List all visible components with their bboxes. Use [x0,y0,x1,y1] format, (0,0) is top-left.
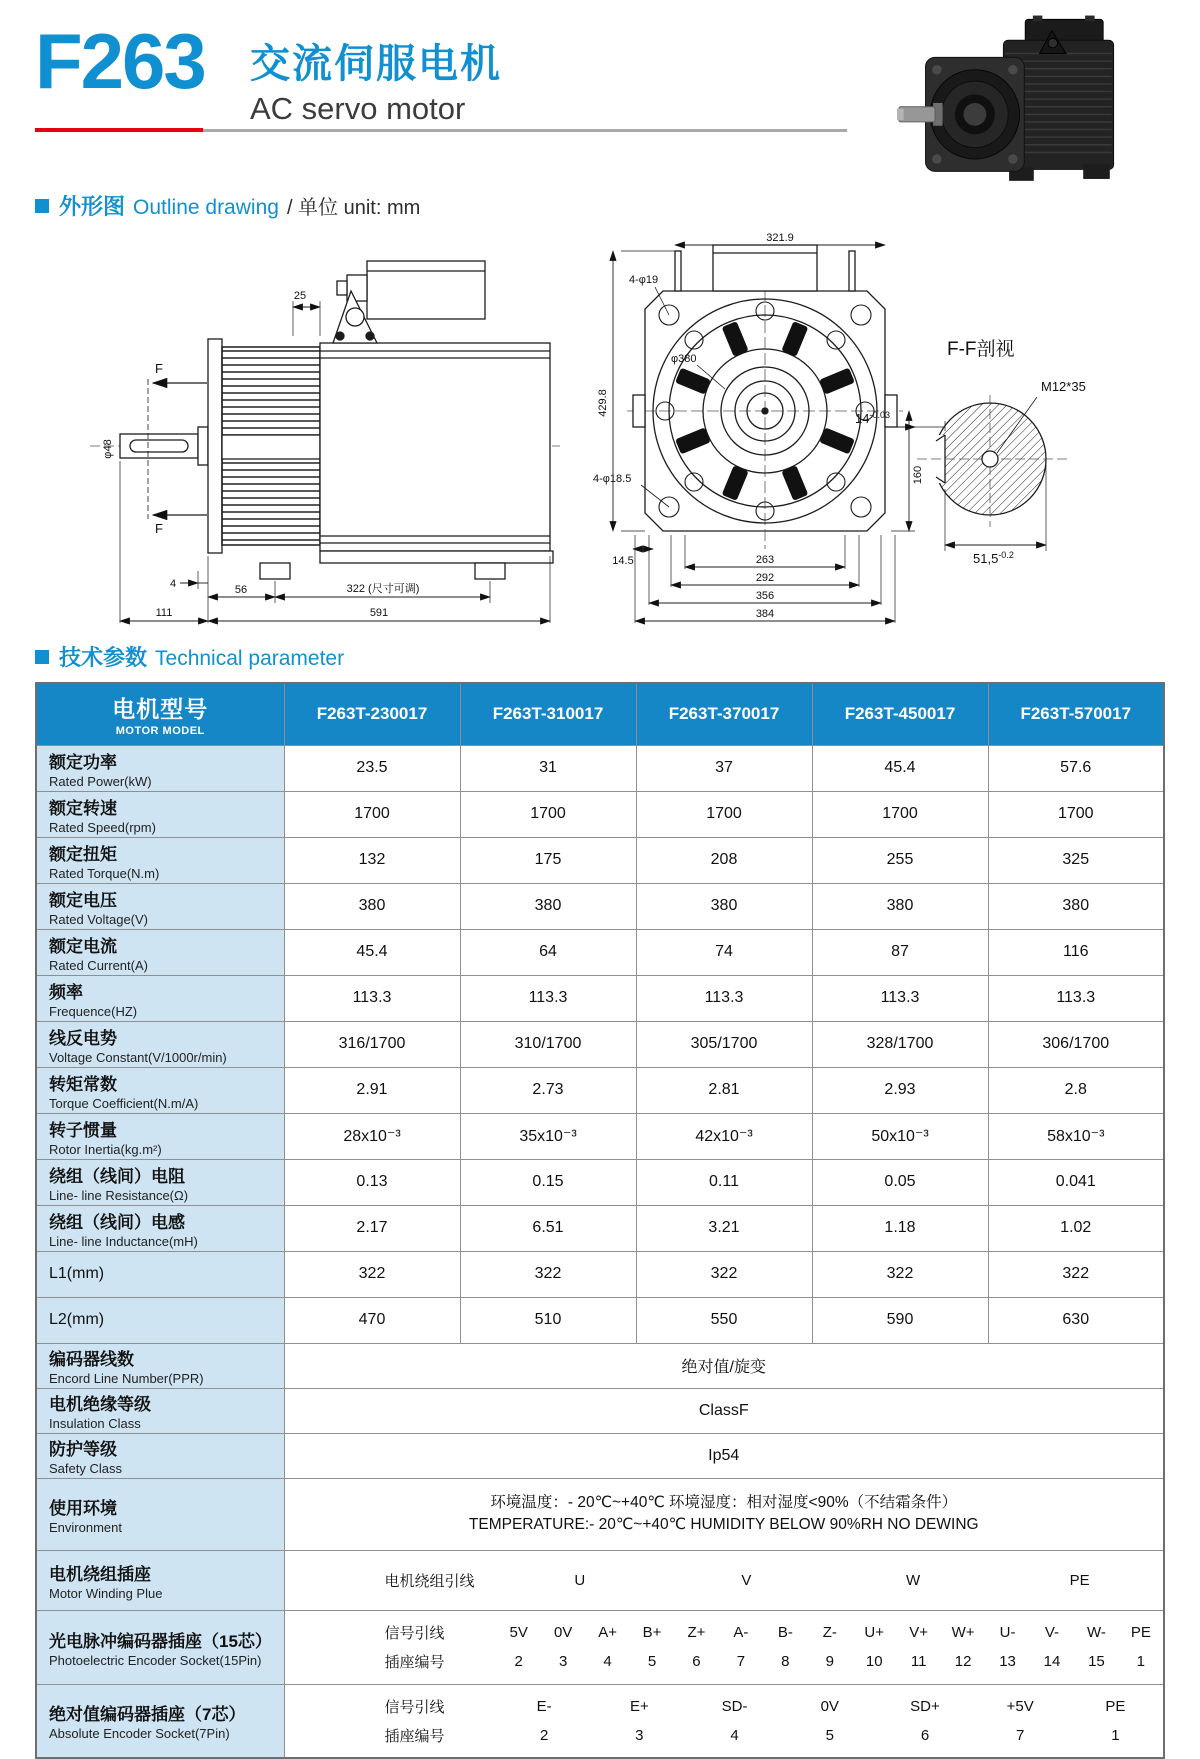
encoder7-cell [284,1684,1164,1758]
cell: 175 [460,837,636,883]
section-arrow-label: F [155,361,163,376]
row-label-cn: 防护等级 [49,1440,117,1459]
table-row [36,1433,1164,1478]
cell: 380 [812,883,988,929]
row-label-cn: 光电脉冲编码器插座（15芯） [49,1631,272,1651]
dim-label: 4 [169,578,177,590]
tech-title-cn: 技术参数 [59,645,148,670]
cell: 2.91 [284,1067,460,1113]
cell: 132 [284,837,460,883]
cell: 42x10⁻³ [636,1113,812,1159]
dim-label: 25 [293,290,307,302]
pin: PE [1130,1624,1151,1641]
cell: 57.6 [988,745,1164,791]
table-row [36,1684,1164,1758]
cell: 550 [636,1297,812,1343]
row-label-cn: 绝对值编码器插座（7芯） [49,1705,246,1725]
row-label-cn: 转矩常数 [49,1074,117,1094]
pin-number: 7 [1016,1726,1025,1744]
row-label-cn: 电机绝缘等级 [49,1395,151,1414]
header-model-3: F263T-370017 [636,683,812,745]
row-label-en: Rotor Inertia(kg.m²) [49,1141,162,1157]
pin-number: 12 [954,1653,972,1670]
pin: +5V [1006,1697,1034,1715]
row-label-cn: L2(mm) [49,1311,105,1328]
cell: 322 [988,1251,1164,1297]
page-title: F263 [35,17,205,105]
dim-label: 4-φ19 [629,274,659,286]
title-cn: 交流伺服电机 [250,42,502,86]
cell: 113.3 [284,975,460,1021]
table-row [36,1297,1164,1343]
table-row [36,1021,1164,1067]
cell: ClassF [284,1388,1164,1433]
pin-number: 13 [999,1653,1016,1670]
table-row [36,1478,1164,1550]
row-label-cn: 绕组（线间）电阻 [49,1166,185,1186]
pin: V [741,1571,752,1589]
cell: 1700 [460,791,636,837]
row-label-cn: 编码器线数 [49,1350,134,1369]
table-row [36,791,1164,837]
table-row [36,1159,1164,1205]
cell: 510 [460,1297,636,1343]
dim-label: $14^{-0.03}$ [855,410,890,426]
cell: 1.02 [988,1205,1164,1251]
pin: E+ [629,1697,649,1715]
cell: 113.3 [636,975,812,1021]
cell: 35x10⁻³ [460,1113,636,1159]
outline-unit: / 单位 unit: mm [286,197,421,219]
pin-number: 6 [920,1726,930,1744]
table-row [36,1388,1164,1433]
pin-number-row-label: 插座编号 [384,1727,445,1745]
row-label-en: Encord Line Number(PPR) [49,1371,204,1386]
header-model-4: F263T-450017 [812,683,988,745]
cell: 1700 [284,791,460,837]
pin: PE [1069,1571,1090,1589]
row-label-cn: 额定功率 [49,752,117,772]
table-row [36,929,1164,975]
row-label-en: Insulation Class [49,1416,141,1431]
pin: PE [1105,1697,1126,1715]
cell: 2.93 [812,1067,988,1113]
pin-number: 14 [1043,1653,1061,1670]
cell: 322 [460,1251,636,1297]
table-row [36,1067,1164,1113]
dim-label: 4-φ18.5 [593,473,632,485]
cell: 2.8 [988,1067,1164,1113]
row-label-cn: 额定电流 [49,936,117,956]
environment-line-en: TEMPERATURE:- 20℃~+40℃ HUMIDITY BELOW 90%RH NO DEWING [468,1516,979,1533]
pin-number: 2 [539,1726,549,1744]
cell: 6.51 [460,1205,636,1251]
cell: 322 [284,1251,460,1297]
pin: E- [536,1697,552,1715]
dim-label: 321.9 [766,232,794,244]
pin: SD- [721,1697,748,1715]
row-label-en: Line- line Inductance(mH) [49,1233,198,1249]
table-row [36,975,1164,1021]
pin: W- [1086,1624,1106,1641]
cell: 28x10⁻³ [284,1113,460,1159]
row-label-en: Photoelectric Encoder Socket(15Pin) [49,1652,262,1668]
row-label-en: Rated Speed(rpm) [49,819,156,835]
cell: 328/1700 [812,1021,988,1067]
section-arrow-label: F [155,521,163,536]
pin-number: 10 [865,1653,883,1670]
row-label-cn: 转子惯量 [49,1120,117,1140]
dim-label: 263 [755,554,775,566]
cell: 0.11 [636,1159,812,1205]
pin-number: 1 [1111,1726,1120,1744]
table-row [36,1610,1164,1684]
pin-number: 9 [825,1653,834,1670]
cell: 2.73 [460,1067,636,1113]
row-label-cn: 额定扭矩 [49,844,117,864]
cell: 2.17 [284,1205,460,1251]
cell: 50x10⁻³ [812,1113,988,1159]
thread-label: M12*35 [1041,379,1086,394]
row-label-cn: 使用环境 [49,1498,117,1518]
cell: 2.81 [636,1067,812,1113]
cell: 380 [988,883,1164,929]
winding-sub-label: 电机绕组引线 [384,1572,475,1590]
pin: Z- [822,1624,837,1641]
table-row [36,745,1164,791]
cell: 45.4 [812,745,988,791]
row-label-cn: 电机绕组插座 [49,1564,151,1584]
pin-number: 8 [781,1653,790,1670]
cell: 31 [460,745,636,791]
dim-label: 591 [369,607,389,619]
row-label-en: Torque Coefficient(N.m/A) [49,1095,199,1111]
cell: 113.3 [460,975,636,1021]
pin-number: 11 [910,1653,927,1670]
row-label-cn: 频率 [49,982,83,1002]
pin: A+ [598,1624,617,1641]
pin: W+ [951,1624,975,1641]
dim-label: 384 [755,608,775,620]
cell: 64 [460,929,636,975]
pin: 5V [509,1624,528,1641]
dim-label: 160 [912,465,924,485]
pin: SD+ [910,1697,940,1715]
table-row [36,1251,1164,1297]
row-label-en: Rated Current(A) [49,957,148,973]
signal-row-label: 信号引线 [384,1698,445,1716]
section-bullet-icon [35,199,49,213]
header-model-1: F263T-230017 [284,683,460,745]
row-label-en: Absolute Encoder Socket(7Pin) [49,1726,230,1742]
technical-section-title [35,641,1165,672]
cell: 0.05 [812,1159,988,1205]
pin-number: 5 [825,1726,834,1744]
cell: 113.3 [812,975,988,1021]
pin-number: 3 [558,1653,568,1670]
cell: 306/1700 [988,1021,1164,1067]
cell: 1700 [988,791,1164,837]
table-header-row [36,683,1164,745]
dim-label: $51,5^{-0.2}$ [973,550,1014,566]
dim-label: 111 [155,607,173,619]
pin-number: 7 [736,1653,746,1670]
header [35,17,1165,184]
cell: 380 [284,883,460,929]
pin: W [905,1571,921,1589]
cell: 316/1700 [284,1021,460,1067]
row-label-cn: 额定转速 [49,798,117,818]
cell: 45.4 [284,929,460,975]
pin-number: 1 [1136,1653,1146,1670]
pin-number: 3 [635,1726,644,1744]
motor-photo-illustration [897,8,1125,196]
cell: 74 [636,929,812,975]
cell: 630 [988,1297,1164,1343]
pin-number: 4 [730,1726,739,1744]
cell: 58x10⁻³ [988,1113,1164,1159]
pin-number: 15 [1088,1653,1105,1670]
section-bullet-icon [35,650,49,664]
dim-label: φ48 [102,439,114,459]
cell: 325 [988,837,1164,883]
cell: 1700 [812,791,988,837]
header-model-2: F263T-310017 [460,683,636,745]
pin: B+ [642,1624,662,1641]
table-row [36,1550,1164,1610]
cell: 322 [812,1251,988,1297]
pin-number-row-label: 插座编号 [384,1654,445,1671]
cell: 3.21 [636,1205,812,1251]
cell: 470 [284,1297,460,1343]
section-view-title: F-F剖视 [947,339,1015,360]
dim-label: 292 [755,572,775,584]
cell: 0.15 [460,1159,636,1205]
row-label-en: Motor Winding Plue [49,1585,163,1601]
row-label-en: Rated Voltage(V) [49,911,149,927]
row-label-en: Line- line Resistance(Ω) [49,1187,189,1203]
dim-label: φ380 [671,353,697,365]
row-label-en: Environment [49,1519,122,1535]
outline-title-cn: 外形图 [59,194,126,219]
pin: Z+ [687,1624,706,1641]
table-row [36,883,1164,929]
table-row [36,837,1164,883]
row-label-en: Rated Torque(N.m) [49,865,160,881]
row-label-en: Rated Power(kW) [49,773,152,789]
pin-number: 6 [692,1653,701,1670]
cell: 380 [460,883,636,929]
cell: 0.13 [284,1159,460,1205]
cell: 322 [636,1251,812,1297]
cell: 255 [812,837,988,883]
parameter-table [35,682,1165,1759]
cell: 590 [812,1297,988,1343]
divider [35,128,847,132]
pin-number: 2 [514,1653,523,1670]
pin: V- [1044,1624,1060,1641]
winding-cell [284,1550,1164,1610]
outline-drawing [35,231,1165,633]
cell: 23.5 [284,745,460,791]
dim-label: 429.8 [597,389,609,417]
cell: 116 [988,929,1164,975]
environment-line-cn: 环境温度：- 20℃~+40℃ 环境湿度：相对湿度<90%（不结霜条件） [490,1493,958,1511]
cell: 310/1700 [460,1021,636,1067]
cell: 380 [636,883,812,929]
title-en: AC servo motor [250,91,466,126]
row-label-cn: 绕组（线间）电感 [49,1212,185,1232]
row-label-cn: 额定电压 [49,890,117,910]
table-row [36,1113,1164,1159]
cell: 37 [636,745,812,791]
table-row [36,1343,1164,1388]
cell: 305/1700 [636,1021,812,1067]
dim-label: 56 [234,584,248,596]
front-view [613,245,915,623]
pin: 0V [820,1697,839,1715]
pin-number: 5 [647,1653,657,1670]
cell: 1.18 [812,1205,988,1251]
pin: U+ [864,1624,885,1641]
divider-red [35,128,203,132]
table-row [36,1205,1164,1251]
header-motor-model: 电机型号 MOTOR MODEL [36,683,284,745]
pin: V+ [909,1624,929,1641]
dim-label: 14.5 [612,555,634,567]
dim-label: 322 (尺寸可调) [346,583,420,595]
row-label-en: Voltage Constant(V/1000r/min) [49,1049,227,1065]
row-label-en: Safety Class [49,1461,122,1476]
pin-number: 4 [603,1653,612,1670]
divider-gray [203,129,847,132]
cell: 0.041 [988,1159,1164,1205]
pin: B- [777,1624,793,1641]
row-label-en: Frequence(HZ) [49,1003,138,1019]
encoder15-cell [284,1610,1164,1684]
outline-title-en: Outline drawing [133,196,279,219]
pin: U- [999,1624,1016,1641]
row-label-cn: L1(mm) [49,1265,105,1282]
signal-row-label: 信号引线 [384,1625,445,1642]
side-view [90,261,560,623]
cell: Ip54 [284,1433,1164,1478]
motor-photo [897,8,1125,196]
cell: 87 [812,929,988,975]
tech-title-en: Technical parameter [155,647,345,670]
header-model-5: F263T-570017 [988,683,1164,745]
outline-drawing-svg [35,231,1165,633]
cell: 绝对值/旋变 [284,1343,1164,1388]
row-label-cn: 线反电势 [49,1028,117,1048]
pin: U [574,1571,586,1589]
cell: 1700 [636,791,812,837]
cell: 208 [636,837,812,883]
dim-label: 356 [755,590,775,602]
pin: 0V [553,1624,573,1641]
pin: A- [733,1624,749,1641]
cell: 113.3 [988,975,1164,1021]
environment-cell [284,1478,1164,1550]
